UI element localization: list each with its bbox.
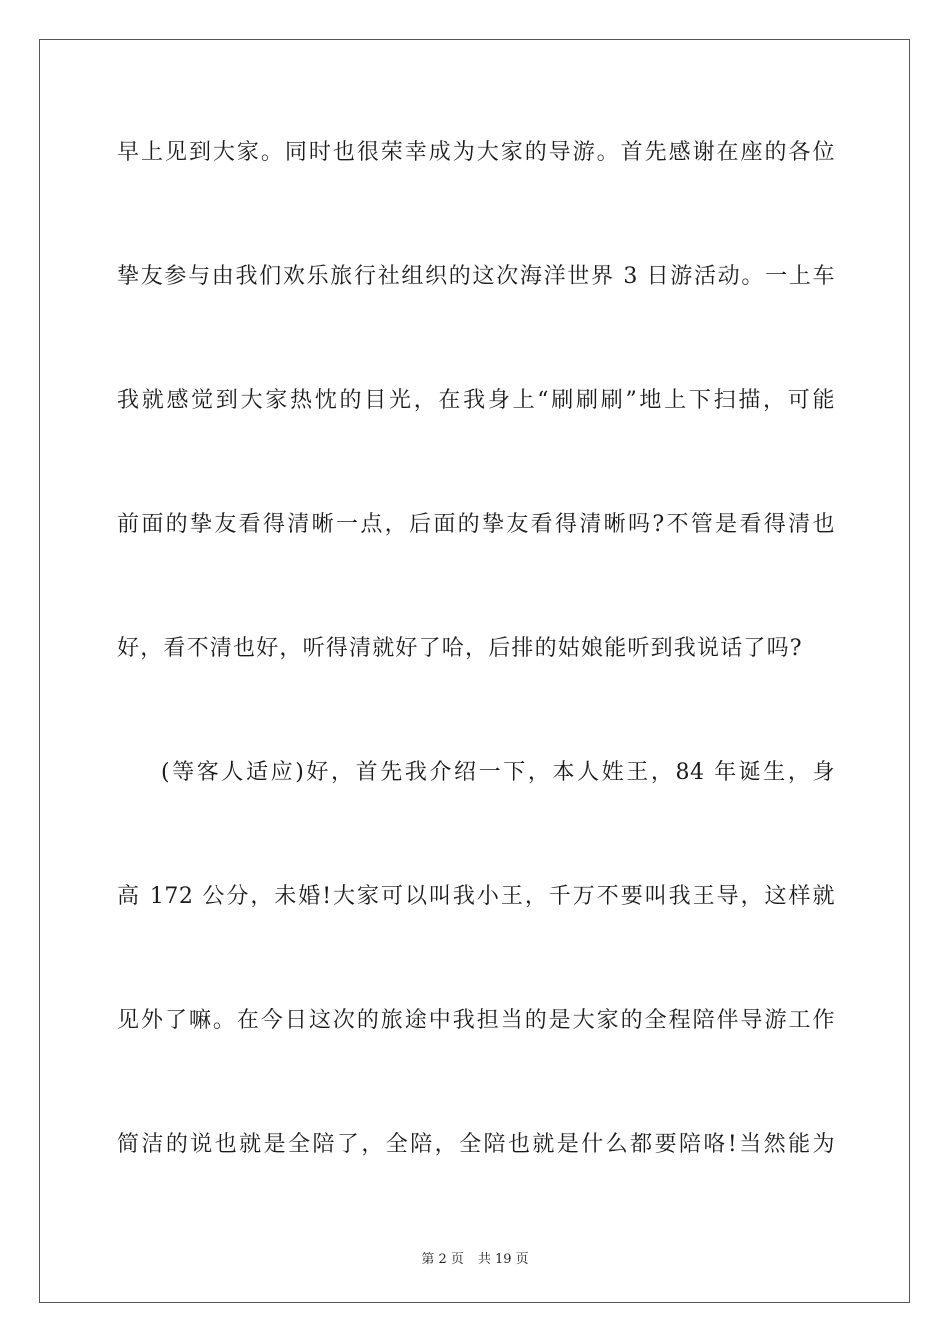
text-line-4: 前面的挚友看得清晰一点，后面的挚友看得清晰吗?不管是看得清也 [117, 512, 835, 537]
text-line-3: 我就感觉到大家热忱的目光，在我身上“刷刷刷”地上下扫描，可能 [117, 388, 835, 413]
text-line-6: (等客人适应)好，首先我介绍一下，本人姓王，84 年诞生，身 [161, 760, 835, 785]
text-line-1: 早上见到大家。同时也很荣幸成为大家的导游。首先感谢在座的各位 [117, 140, 835, 165]
text-line-2: 挚友参与由我们欢乐旅行社组织的这次海洋世界 3 日游活动。一上车 [117, 264, 835, 289]
text-line-8: 见外了嘛。在今日这次的旅途中我担当的是大家的全程陪伴导游工作 [117, 1008, 835, 1033]
page-number: 第 2 页 [421, 1252, 464, 1267]
page-footer [0, 1248, 950, 1267]
page-total: 共 19 页 [477, 1252, 529, 1267]
text-line-9: 简洁的说也就是全陪了，全陪，全陪也就是什么都要陪咯!当然能为 [117, 1132, 835, 1157]
text-line-7: 高 172 公分，未婚!大家可以叫我小王，千万不要叫我王导，这样就 [117, 884, 835, 909]
document-body [117, 127, 835, 1243]
text-line-5: 好，看不清也好，听得清就好了哈，后排的姑娘能听到我说话了吗? [117, 636, 803, 661]
